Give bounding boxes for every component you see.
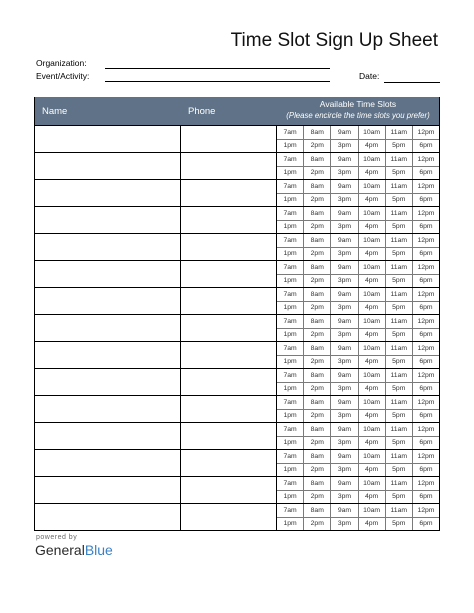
time-slot[interactable]: 6pm [412, 221, 439, 234]
table-row [35, 206, 439, 233]
time-slot[interactable]: 8am [303, 261, 330, 274]
time-slot[interactable]: 3pm [330, 140, 357, 153]
time-slot[interactable]: 2pm [303, 329, 330, 342]
time-slot[interactable]: 7am [283, 263, 297, 271]
slots-cell [277, 234, 439, 260]
time-slot[interactable]: 11am [385, 180, 412, 193]
phone-cell[interactable] [181, 126, 277, 152]
time-slot[interactable]: 1pm [283, 439, 297, 447]
slots-cell [277, 423, 439, 449]
time-slot[interactable]: 9am [330, 504, 357, 517]
time-slot[interactable]: 10am [358, 396, 385, 409]
time-slot[interactable]: 5pm [385, 194, 412, 207]
time-slot[interactable]: 3pm [330, 464, 357, 477]
time-slot[interactable]: 10am [358, 315, 385, 328]
time-slot[interactable]: 8am [303, 153, 330, 166]
table-row [35, 476, 439, 503]
table-row [35, 503, 439, 530]
time-slot[interactable]: 5pm [385, 302, 412, 315]
time-slot[interactable]: 1pm [283, 358, 297, 366]
time-slot[interactable]: 6pm [412, 437, 439, 450]
table-row [35, 422, 439, 449]
time-slot[interactable]: 8am [303, 504, 330, 517]
table-row [35, 233, 439, 260]
name-cell[interactable] [35, 153, 181, 179]
slot-line-am [277, 207, 439, 220]
phone-cell[interactable] [181, 288, 277, 314]
phone-cell[interactable] [181, 153, 277, 179]
time-slot[interactable]: 5pm [385, 140, 412, 153]
time-slot[interactable]: 3pm [330, 356, 357, 369]
slot-line-am [277, 450, 439, 463]
time-slot[interactable]: 7am [283, 290, 297, 298]
time-slot[interactable]: 3pm [330, 221, 357, 234]
slot-line-pm [277, 166, 439, 180]
time-slot[interactable]: 3pm [330, 437, 357, 450]
time-slot[interactable]: 10am [358, 423, 385, 436]
time-slot[interactable]: 1pm [283, 277, 297, 285]
time-slot[interactable]: 9am [330, 315, 357, 328]
time-slot[interactable]: 3pm [330, 248, 357, 261]
table-row [35, 395, 439, 422]
time-slot[interactable]: 10am [358, 126, 385, 139]
name-cell[interactable] [35, 504, 181, 530]
slot-line-pm [277, 301, 439, 315]
phone-cell[interactable] [181, 207, 277, 233]
time-slot[interactable]: 12pm [412, 342, 439, 355]
time-slot[interactable]: 4pm [358, 221, 385, 234]
table-row [35, 179, 439, 206]
slot-line-pm [277, 220, 439, 234]
time-slot[interactable]: 9am [330, 234, 357, 247]
column-header-name: Name [42, 106, 68, 117]
slot-line-am [277, 288, 439, 301]
time-slot[interactable]: 5pm [385, 221, 412, 234]
time-slot[interactable]: 6pm [412, 329, 439, 342]
phone-cell[interactable] [181, 423, 277, 449]
time-slot[interactable]: 4pm [358, 410, 385, 423]
time-slot[interactable]: 8am [303, 126, 330, 139]
time-slot[interactable]: 4pm [358, 383, 385, 396]
slot-line-am [277, 315, 439, 328]
slots-subtitle: (Please encircle the time slots you prefer) [286, 111, 430, 120]
time-slot[interactable]: 5pm [385, 167, 412, 180]
time-slot[interactable]: 1pm [283, 169, 297, 177]
time-slot[interactable]: 8am [303, 369, 330, 382]
time-slot[interactable]: 11am [385, 315, 412, 328]
time-slot[interactable]: 4pm [358, 275, 385, 288]
slot-line-am [277, 396, 439, 409]
phone-cell[interactable] [181, 342, 277, 368]
time-slot[interactable]: 8am [303, 477, 330, 490]
phone-cell[interactable] [181, 477, 277, 503]
signup-table [34, 97, 440, 531]
time-slot[interactable]: 10am [358, 477, 385, 490]
time-slot[interactable]: 9am [330, 369, 357, 382]
time-slot[interactable]: 10am [358, 450, 385, 463]
time-slot[interactable]: 7am [283, 344, 297, 352]
time-slot[interactable]: 5pm [385, 275, 412, 288]
time-slot[interactable]: 12pm [412, 261, 439, 274]
time-slot[interactable]: 1pm [283, 223, 297, 231]
table-header [35, 97, 439, 125]
time-slot[interactable]: 7am [283, 452, 297, 460]
name-cell[interactable] [35, 180, 181, 206]
time-slot[interactable]: 12pm [412, 396, 439, 409]
date-line[interactable] [384, 82, 440, 83]
slots-cell [277, 153, 439, 179]
time-slot[interactable]: 6pm [412, 383, 439, 396]
time-slot[interactable]: 11am [385, 126, 412, 139]
time-slot[interactable]: 8am [303, 450, 330, 463]
phone-cell[interactable] [181, 450, 277, 476]
slots-cell [277, 315, 439, 341]
time-slot[interactable]: 3pm [330, 167, 357, 180]
organization-line[interactable] [105, 68, 330, 69]
time-slot[interactable]: 5pm [385, 356, 412, 369]
time-slot[interactable]: 6pm [412, 167, 439, 180]
time-slot[interactable]: 3pm [330, 491, 357, 504]
time-slot[interactable]: 12pm [412, 423, 439, 436]
name-cell[interactable] [35, 423, 181, 449]
time-slot[interactable]: 5pm [385, 437, 412, 450]
slots-cell [277, 180, 439, 206]
powered-by-text: powered by [36, 534, 78, 541]
slots-cell [277, 261, 439, 287]
time-slot[interactable]: 2pm [303, 140, 330, 153]
phone-cell[interactable] [181, 234, 277, 260]
time-slot[interactable]: 6pm [412, 491, 439, 504]
time-slot[interactable]: 2pm [303, 437, 330, 450]
time-slot[interactable]: 12pm [412, 126, 439, 139]
time-slot[interactable]: 4pm [358, 437, 385, 450]
time-slot[interactable]: 10am [358, 180, 385, 193]
time-slot[interactable]: 2pm [303, 356, 330, 369]
time-slot[interactable]: 1pm [283, 331, 297, 339]
time-slot[interactable]: 2pm [303, 194, 330, 207]
slot-line-am [277, 153, 439, 166]
time-slot[interactable]: 8am [303, 423, 330, 436]
time-slot[interactable]: 11am [385, 288, 412, 301]
slots-title: Available Time Slots [319, 99, 397, 109]
slot-line-pm [277, 355, 439, 369]
slot-line-am [277, 234, 439, 247]
time-slot[interactable]: 3pm [330, 383, 357, 396]
time-slot[interactable]: 9am [330, 342, 357, 355]
time-slot[interactable]: 12pm [412, 369, 439, 382]
time-slot[interactable]: 12pm [412, 180, 439, 193]
slot-line-pm [277, 463, 439, 477]
time-slot[interactable]: 11am [385, 153, 412, 166]
time-slot[interactable]: 5pm [385, 248, 412, 261]
slot-line-pm [277, 517, 439, 531]
time-slot[interactable]: 9am [330, 153, 357, 166]
table-row [35, 314, 439, 341]
time-slot[interactable]: 4pm [358, 356, 385, 369]
time-slot[interactable]: 6pm [412, 140, 439, 153]
time-slot[interactable]: 4pm [358, 167, 385, 180]
slots-cell [277, 288, 439, 314]
time-slot[interactable]: 5pm [385, 410, 412, 423]
time-slot[interactable]: 7am [283, 236, 297, 244]
time-slot[interactable]: 2pm [303, 248, 330, 261]
time-slot[interactable]: 7am [283, 209, 297, 217]
time-slot[interactable]: 8am [303, 288, 330, 301]
time-slot[interactable]: 5pm [385, 329, 412, 342]
time-slot[interactable]: 12pm [412, 153, 439, 166]
time-slot[interactable]: 2pm [303, 221, 330, 234]
time-slot[interactable]: 4pm [358, 248, 385, 261]
time-slot[interactable]: 11am [385, 369, 412, 382]
time-slot[interactable]: 11am [385, 504, 412, 517]
time-slot[interactable]: 2pm [303, 383, 330, 396]
time-slot[interactable]: 5pm [385, 518, 412, 531]
organization-label: Organization: [36, 58, 87, 68]
time-slot[interactable]: 12pm [412, 234, 439, 247]
time-slot[interactable]: 2pm [303, 167, 330, 180]
time-slot[interactable]: 11am [385, 207, 412, 220]
slot-line-am [277, 369, 439, 382]
time-slot[interactable]: 10am [358, 504, 385, 517]
column-header-slots [277, 97, 439, 125]
time-slot[interactable]: 9am [330, 477, 357, 490]
time-slot[interactable]: 12pm [412, 288, 439, 301]
slot-line-pm [277, 247, 439, 261]
name-cell[interactable] [35, 477, 181, 503]
phone-cell[interactable] [181, 261, 277, 287]
time-slot[interactable]: 2pm [303, 302, 330, 315]
time-slot[interactable]: 7am [283, 155, 297, 163]
time-slot[interactable]: 9am [330, 126, 357, 139]
time-slot[interactable]: 4pm [358, 302, 385, 315]
slot-line-am [277, 477, 439, 490]
time-slot[interactable]: 10am [358, 369, 385, 382]
name-cell[interactable] [35, 234, 181, 260]
table-row [35, 287, 439, 314]
time-slot[interactable]: 11am [385, 342, 412, 355]
time-slot[interactable]: 7am [283, 128, 297, 136]
time-slot[interactable]: 2pm [303, 464, 330, 477]
time-slot[interactable]: 1pm [283, 412, 297, 420]
time-slot[interactable]: 6pm [412, 275, 439, 288]
slots-cell [277, 342, 439, 368]
time-slot[interactable]: 8am [303, 342, 330, 355]
name-cell[interactable] [35, 207, 181, 233]
slot-line-am [277, 180, 439, 193]
time-slot[interactable]: 1pm [283, 466, 297, 474]
time-slot[interactable]: 4pm [358, 491, 385, 504]
time-slot[interactable]: 11am [385, 477, 412, 490]
time-slot[interactable]: 10am [358, 234, 385, 247]
time-slot[interactable]: 7am [283, 479, 297, 487]
time-slot[interactable]: 3pm [330, 329, 357, 342]
time-slot[interactable]: 3pm [330, 410, 357, 423]
time-slot[interactable]: 11am [385, 396, 412, 409]
time-slot[interactable]: 6pm [412, 410, 439, 423]
time-slot[interactable]: 5pm [385, 464, 412, 477]
time-slot[interactable]: 8am [303, 234, 330, 247]
time-slot[interactable]: 1pm [283, 304, 297, 312]
time-slot[interactable]: 10am [358, 153, 385, 166]
slot-line-pm [277, 409, 439, 423]
name-cell[interactable] [35, 450, 181, 476]
slots-cell [277, 207, 439, 233]
time-slot[interactable]: 12pm [412, 450, 439, 463]
name-cell[interactable] [35, 315, 181, 341]
slots-cell [277, 504, 439, 530]
time-slot[interactable]: 5pm [385, 491, 412, 504]
slot-line-pm [277, 382, 439, 396]
time-slot[interactable]: 4pm [358, 464, 385, 477]
time-slot[interactable]: 7am [283, 398, 297, 406]
event-line[interactable] [105, 81, 330, 82]
time-slot[interactable]: 10am [358, 288, 385, 301]
table-row [35, 341, 439, 368]
slot-line-am [277, 261, 439, 274]
time-slot[interactable]: 1pm [283, 142, 297, 150]
slot-line-pm [277, 193, 439, 207]
page-title: Time Slot Sign Up Sheet [230, 30, 438, 51]
time-slot[interactable]: 6pm [412, 464, 439, 477]
time-slot[interactable]: 9am [330, 261, 357, 274]
event-label: Event/Activity: [36, 71, 90, 81]
time-slot[interactable]: 11am [385, 450, 412, 463]
slot-line-am [277, 126, 439, 139]
time-slot[interactable]: 3pm [330, 194, 357, 207]
date-label: Date: [359, 71, 380, 81]
time-slot[interactable]: 1pm [283, 493, 297, 501]
time-slot[interactable]: 7am [283, 506, 297, 514]
time-slot[interactable]: 9am [330, 180, 357, 193]
time-slot[interactable]: 9am [330, 450, 357, 463]
slots-cell [277, 450, 439, 476]
slot-line-pm [277, 328, 439, 342]
time-slot[interactable]: 2pm [303, 275, 330, 288]
time-slot[interactable]: 2pm [303, 518, 330, 531]
time-slot[interactable]: 9am [330, 207, 357, 220]
name-cell[interactable] [35, 126, 181, 152]
time-slot[interactable]: 1pm [283, 520, 297, 528]
time-slot[interactable]: 8am [303, 180, 330, 193]
brand-general: General [35, 542, 85, 558]
phone-cell[interactable] [181, 396, 277, 422]
slot-line-pm [277, 490, 439, 504]
time-slot[interactable]: 1pm [283, 385, 297, 393]
time-slot[interactable]: 2pm [303, 410, 330, 423]
time-slot[interactable]: 8am [303, 207, 330, 220]
time-slot[interactable]: 2pm [303, 491, 330, 504]
time-slot[interactable]: 6pm [412, 302, 439, 315]
table-row [35, 368, 439, 395]
time-slot[interactable]: 6pm [412, 518, 439, 531]
table-row [35, 152, 439, 179]
time-slot[interactable]: 8am [303, 396, 330, 409]
name-cell[interactable] [35, 342, 181, 368]
time-slot[interactable]: 7am [283, 317, 297, 325]
time-slot[interactable]: 11am [385, 234, 412, 247]
time-slot[interactable]: 8am [303, 315, 330, 328]
slots-cell [277, 369, 439, 395]
time-slot[interactable]: 12pm [412, 504, 439, 517]
time-slot[interactable]: 6pm [412, 248, 439, 261]
name-cell[interactable] [35, 396, 181, 422]
table-row [35, 125, 439, 152]
time-slot[interactable]: 10am [358, 207, 385, 220]
slot-line-am [277, 342, 439, 355]
time-slot[interactable]: 4pm [358, 518, 385, 531]
slot-line-am [277, 423, 439, 436]
brand-logo [35, 542, 113, 558]
time-slot[interactable]: 4pm [358, 194, 385, 207]
slot-line-pm [277, 274, 439, 288]
slots-cell [277, 126, 439, 152]
time-slot[interactable]: 1pm [283, 196, 297, 204]
phone-cell[interactable] [181, 180, 277, 206]
time-slot[interactable]: 6pm [412, 194, 439, 207]
table-row [35, 260, 439, 287]
time-slot[interactable]: 9am [330, 288, 357, 301]
table-body [35, 125, 439, 530]
time-slot[interactable]: 4pm [358, 140, 385, 153]
time-slot[interactable]: 12pm [412, 207, 439, 220]
time-slot[interactable]: 3pm [330, 302, 357, 315]
slot-line-pm [277, 436, 439, 450]
time-slot[interactable]: 12pm [412, 477, 439, 490]
time-slot[interactable]: 5pm [385, 383, 412, 396]
slot-line-am [277, 504, 439, 517]
brand-blue: Blue [84, 542, 113, 558]
time-slot[interactable]: 7am [283, 425, 297, 433]
phone-cell[interactable] [181, 504, 277, 530]
time-slot[interactable]: 11am [385, 261, 412, 274]
name-cell[interactable] [35, 261, 181, 287]
time-slot[interactable]: 6pm [412, 356, 439, 369]
time-slot[interactable]: 12pm [412, 315, 439, 328]
time-slot[interactable]: 7am [283, 371, 297, 379]
time-slot[interactable]: 11am [385, 423, 412, 436]
time-slot[interactable]: 4pm [358, 329, 385, 342]
time-slot[interactable]: 3pm [330, 275, 357, 288]
time-slot[interactable]: 3pm [330, 518, 357, 531]
phone-cell[interactable] [181, 369, 277, 395]
name-cell[interactable] [35, 369, 181, 395]
table-row [35, 449, 439, 476]
name-cell[interactable] [35, 288, 181, 314]
time-slot[interactable]: 1pm [283, 250, 297, 258]
time-slot[interactable]: 9am [330, 396, 357, 409]
slots-cell [277, 477, 439, 503]
slot-line-pm [277, 139, 439, 153]
time-slot[interactable]: 7am [283, 182, 297, 190]
slots-cell [277, 396, 439, 422]
column-header-phone: Phone [188, 106, 216, 117]
time-slot[interactable]: 10am [358, 261, 385, 274]
phone-cell[interactable] [181, 315, 277, 341]
time-slot[interactable]: 9am [330, 423, 357, 436]
time-slot[interactable]: 10am [358, 342, 385, 355]
